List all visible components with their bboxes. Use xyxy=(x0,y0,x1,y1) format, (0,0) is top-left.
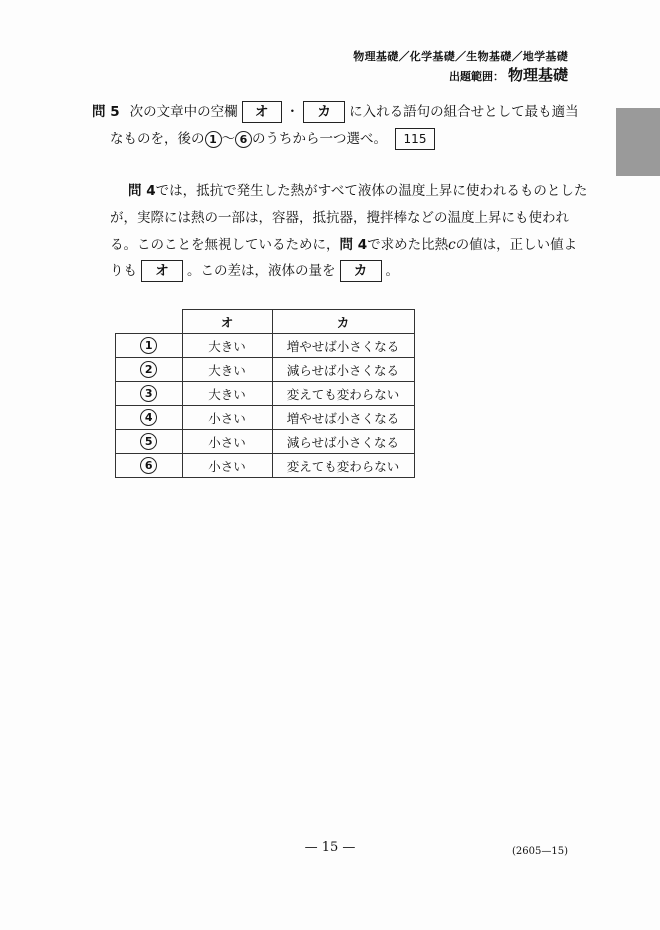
blank-ka: カ xyxy=(303,101,345,123)
passage-line-3 xyxy=(110,233,577,253)
choice-ka-cell: 変えても変わらない xyxy=(272,454,414,478)
side-index-tab xyxy=(616,108,660,176)
question-text-1a: 次の文章中の空欄 xyxy=(129,104,238,120)
question-label: 問 5 xyxy=(92,104,120,120)
choice-o-cell: 小さい xyxy=(182,454,272,478)
choice-o-cell: 大きい xyxy=(182,382,272,406)
choice-number: 6 xyxy=(140,457,157,474)
table-header-empty xyxy=(116,310,183,334)
passage-ref-1: 問 4 xyxy=(128,183,156,199)
choice-number: 1 xyxy=(140,337,157,354)
table-row xyxy=(116,454,415,478)
choice-number-cell xyxy=(116,406,183,430)
question-line-2 xyxy=(110,128,435,150)
passage-blank-o: オ xyxy=(141,260,183,282)
choice-number-cell xyxy=(116,382,183,406)
variable-c: c xyxy=(448,237,456,253)
passage-text-3a: る。このことを無視しているために， xyxy=(110,237,340,253)
answer-number-box: 115 xyxy=(395,128,435,150)
choice-o-cell: 大きい xyxy=(182,334,272,358)
choice-ka-cell: 減らせば小さくなる xyxy=(272,430,414,454)
choice-ka-cell: 増やせば小さくなる xyxy=(272,334,414,358)
choice-number: 5 xyxy=(140,433,157,450)
passage-text-3c: の値は，正しい値よ xyxy=(455,237,578,253)
choice-o-cell: 小さい xyxy=(182,430,272,454)
subjects-header: 物理基礎／化学基礎／生物基礎／地学基礎 xyxy=(353,50,568,63)
choice-number: 2 xyxy=(140,361,157,378)
table-row xyxy=(116,430,415,454)
passage-text-3b: で求めた比熱 xyxy=(367,237,449,253)
range-label: 出題範囲： xyxy=(448,70,504,83)
table-row xyxy=(116,358,415,382)
choice-ka-cell: 変えても変わらない xyxy=(272,382,414,406)
choice-number: 3 xyxy=(140,385,157,402)
choice-ka-cell: 減らせば小さくなる xyxy=(272,358,414,382)
question-line-1 xyxy=(92,101,579,123)
answer-choices-table xyxy=(115,309,415,478)
choice-number-cell xyxy=(116,334,183,358)
table-row xyxy=(116,334,415,358)
passage-text-4b: 。この差は，液体の量を xyxy=(187,263,336,279)
passage-text-4c: 。 xyxy=(385,263,399,279)
tilde: ～ xyxy=(221,131,235,147)
exam-range xyxy=(449,64,568,85)
choice-o-cell: 小さい xyxy=(182,406,272,430)
choice-number-cell xyxy=(116,430,183,454)
passage-text-1: では，抵抗で発生した熱がすべて液体の温度上昇に使われるものとした xyxy=(155,183,588,199)
choice-number-cell xyxy=(116,454,183,478)
range-field: 物理基礎 xyxy=(507,66,568,84)
choice-first-number: 1 xyxy=(205,131,222,148)
blank-separator: ・ xyxy=(285,104,300,120)
table-row xyxy=(116,406,415,430)
page-number: — 15 — xyxy=(304,840,356,855)
exam-code: (2605—15) xyxy=(512,846,568,857)
passage-text-4a: りも xyxy=(110,263,137,279)
blank-o: オ xyxy=(242,101,282,123)
choice-number: 4 xyxy=(140,409,157,426)
question-text-2b: のうちから一つ選べ。 xyxy=(252,131,387,147)
table-row xyxy=(116,382,415,406)
passage-ref-2: 問 4 xyxy=(339,237,368,253)
table-header-o: オ xyxy=(182,310,272,334)
passage-line-2: が，実際には熱の一部は，容器，抵抗器，攪拌棒などの温度上昇にも使われ xyxy=(110,210,569,226)
question-text-2a: なものを，後の xyxy=(110,131,205,147)
passage-blank-ka: カ xyxy=(340,260,382,282)
passage-line-1 xyxy=(128,179,587,199)
choice-ka-cell: 増やせば小さくなる xyxy=(272,406,414,430)
table-header-row xyxy=(116,310,415,334)
choice-number-cell xyxy=(116,358,183,382)
passage-line-4 xyxy=(110,259,399,282)
question-text-1b: に入れる語句の組合せとして最も適当 xyxy=(349,104,579,120)
choice-last-number: 6 xyxy=(235,131,252,148)
table-header-ka: カ xyxy=(272,310,414,334)
choice-o-cell: 大きい xyxy=(182,358,272,382)
